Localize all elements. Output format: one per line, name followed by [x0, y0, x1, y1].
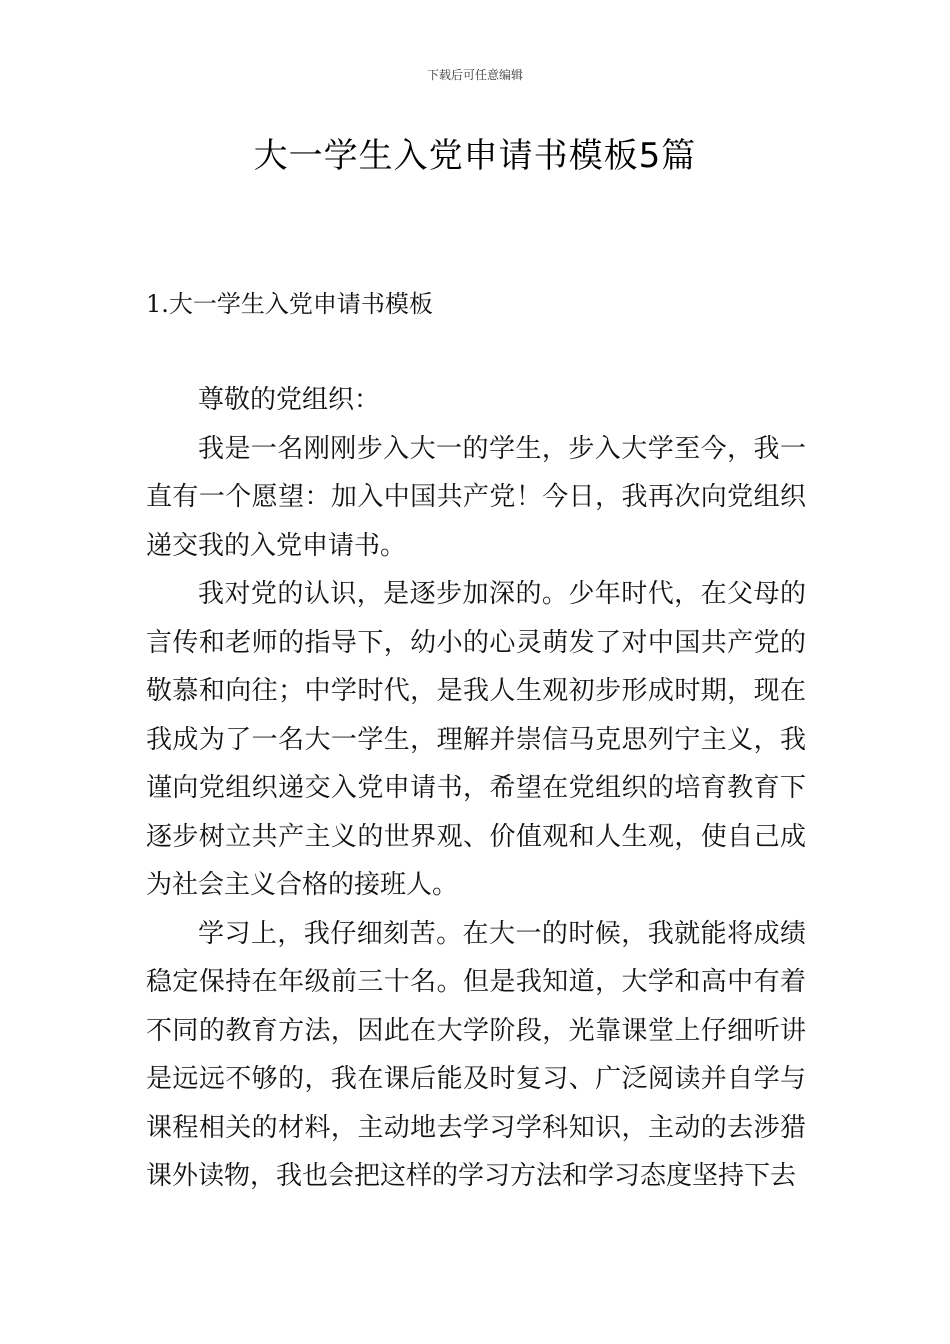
paragraph-study: 学习上，我仔细刻苦。在大一的时候，我就能将成绩稳定保持在年级前三十名。但是我知道，大学和高中有着不同的教育方法，因此在大学阶段，光靠课堂上仔细听讲是远远不够的，我在课后能及时复习、广泛阅读并自学与课程相关的材料，主动地去学习学科知识，主动的去涉猎课外读物，我也会把这样的学习方法和学习态度坚持下去 [146, 918, 806, 1191]
paragraph-intro: 我是一名刚刚步入大一的学生，步入大学至今，我一直有一个愿望：加入中国共产党！今日，我再次向党组织递交我的入党申请书。 [146, 433, 806, 561]
section-heading: 1.大一学生入党申请书模板 [146, 290, 433, 318]
header-note: 下载后可任意编辑 [426, 68, 523, 82]
letter-body [146, 376, 806, 1201]
document-title: 大一学生入党申请书模板5篇 [253, 136, 697, 176]
salutation: 尊敬的党组织： [198, 385, 381, 415]
paragraph-understanding: 我对党的认识，是逐步加深的。少年时代，在父母的言传和老师的指导下，幼小的心灵萌发了对中国共产党的敬慕和向往；中学时代，是我人生观初步形成时期，现在我成为了一名大一学生，理解并崇信马克思列宁主义，我谨向党组织递交入党申请书，希望在党组织的培育教育下逐步树立共产主义的世界观、价值观和人生观，使自己成为社会主义合格的接班人。 [146, 579, 806, 900]
